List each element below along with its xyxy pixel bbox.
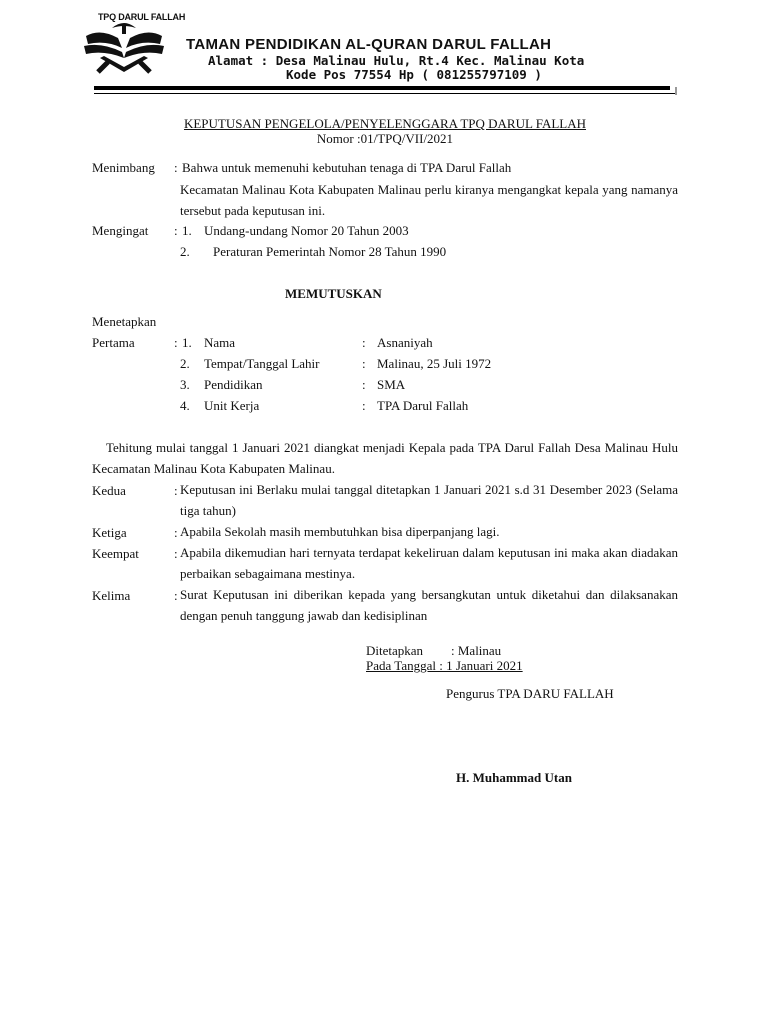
mengingat-num-2: 2. (180, 244, 190, 259)
header-rule-edge (675, 87, 677, 95)
field-colon: : (362, 335, 366, 350)
field-num: 4. (180, 398, 190, 413)
header-rule-thin (94, 93, 676, 94)
field-value-nama: Asnaniyah (377, 335, 433, 350)
decree-title: KEPUTUSAN PENGELOLA/PENYELENGGARA TPQ DARUL FALLAH (183, 116, 587, 131)
ketiga-label: Ketiga (92, 525, 127, 540)
kedua-colon: : (174, 483, 178, 498)
field-colon: : (362, 356, 366, 371)
field-value-unit: TPA Darul Fallah (377, 398, 469, 413)
pada-tanggal: Pada Tanggal : 1 Januari 2021 (366, 658, 523, 673)
ditetapkan-label: Ditetapkan (366, 643, 424, 658)
kelima-label: Kelima (92, 588, 131, 603)
kelima-colon: : (174, 588, 178, 603)
keempat-colon: : (174, 546, 178, 561)
field-colon: : (362, 398, 366, 413)
field-num: 3. (180, 377, 190, 392)
school-postal: Kode Pos 77554 Hp ( 081255797109 ) (286, 67, 542, 82)
menimbang-colon: : (174, 160, 178, 175)
menetapkan-label: Menetapkan (92, 314, 157, 329)
signatory-name: H. Muhammad Utan (456, 770, 572, 785)
pertama-label: Pertama (92, 335, 135, 350)
keempat-label: Keempat (92, 546, 139, 561)
mengingat-item-1: Undang-undang Nomor 20 Tahun 2003 (204, 223, 409, 238)
menimbang-label: Menimbang (92, 160, 155, 175)
kelima-text: Surat Keputusan ini diberikan kepada yang bersangkutan untuk diketahui dan dilaksanakan dengan penuh tanggung jawab dan kedisiplinan (180, 587, 678, 623)
memutuskan-heading: MEMUTUSKAN (285, 286, 382, 301)
ketiga-text: Apabila Sekolah masih membutuhkan bisa diperpanjang lagi. (180, 524, 500, 539)
mengingat-num-1: 1. (182, 223, 192, 238)
pengurus-label: Pengurus TPA DARU FALLAH (446, 686, 614, 701)
field-label-unit: Unit Kerja (204, 398, 260, 413)
menimbang-line1: Bahwa untuk memenuhi kebutuhan tenaga di TPA Darul Fallah (182, 160, 512, 175)
field-value-pendidikan: SMA (377, 377, 406, 392)
field-num: 2. (180, 356, 190, 371)
header-rule-thick (94, 86, 670, 90)
field-label-pendidikan: Pendidikan (204, 377, 263, 392)
kedua-label: Kedua (92, 483, 126, 498)
school-title: TAMAN PENDIDIKAN AL-QURAN DARUL FALLAH (186, 36, 552, 53)
mengingat-item-2: Peraturan Pemerintah Nomor 28 Tahun 1990 (213, 244, 447, 259)
kedua-text: Keputusan ini Berlaku mulai tanggal ditetapkan 1 Januari 2021 s.d 31 Desember 2023 (Selama tiga tahun) (180, 482, 678, 518)
field-value-ttl: Malinau, 25 Juli 1972 (377, 356, 492, 371)
pertama-colon: : (174, 335, 178, 350)
logo-text: TPQ DARUL FALLAH (98, 12, 186, 22)
field-num: 1. (182, 335, 192, 350)
mengingat-label: Mengingat (92, 223, 149, 238)
field-label-nama: Nama (204, 335, 236, 350)
ditetapkan-value: : Malinau (451, 643, 502, 658)
appointment-paragraph: Tehitung mulai tanggal 1 Januari 2021 diangkat menjadi Kepala pada TPA Darul Fallah Desa Malinau Hulu Kecamatan Malinau Kota Kabupaten Malinau. (92, 440, 678, 476)
field-colon: : (362, 377, 366, 392)
decree-number: Nomor :01/TPQ/VII/2021 (316, 131, 454, 146)
mengingat-colon: : (174, 223, 178, 238)
menimbang-line2: Kecamatan Malinau Kota Kabupaten Malinau perlu kiranya mengangkat kepala yang namanya tersebut pada keputusan ini. (180, 182, 678, 218)
field-label-ttl: Tempat/Tanggal Lahir (204, 356, 320, 371)
tpq-logo-icon (78, 14, 170, 76)
ketiga-colon: : (174, 525, 178, 540)
keempat-text: Apabila dikemudian hari ternyata terdapat kekeliruan dalam keputusan ini maka akan diadakan perbaikan sebagaimana mestinya. (180, 545, 678, 581)
school-address: Alamat : Desa Malinau Hulu, Rt.4 Kec. Malinau Kota (208, 53, 585, 68)
